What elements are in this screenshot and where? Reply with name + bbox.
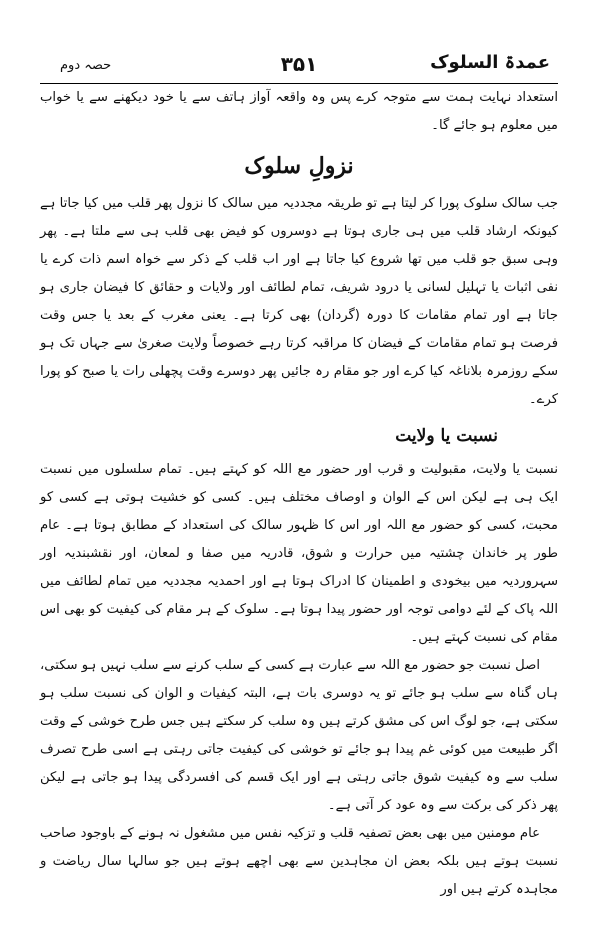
paragraph-nisbat: نسبت یا ولایت، مقبولیت و قرب اور حضور مع اللہ کو کہتے ہیں۔ تمام سلسلوں میں نسبت ایک ہی ہے لیکن اس کے الوان و اوصاف مختلف ہیں۔ کسی کو خشیت ہوتی ہے کسی کو محبت، کسی کو حضور مع اللہ اور اس کا ظہور سالک کی استعداد کے مطابق ہوتا ہے۔ عام طور پر خاندان چشتیہ میں حرارت و شوق، قادریہ میں صفا و لمعان، اور نقشبندیہ اور سہروردیہ میں بیخودی و اطمینان کا ادراک ہوتا ہے اور احمدیہ مجددیہ میں تمام لطائف میں اللہ پاک کے لئے دوامی توجہ اور حضور پیدا ہوتا ہے۔ سلوک کے ہر مقام کی کیفیت کو بھی اس مقام کی نسبت کہتے ہیں۔ — [40, 462, 558, 645]
paragraph-asl-nisbat: اصل نسبت جو حضور مع اللہ سے عبارت ہے کسی کے سلب کرنے سے سلب نہیں ہو سکتی، ہاں گناہ سے سلب ہو جائے تو یہ دوسری بات ہے، البتہ کیفیات و الوان کی نسبت سلب ہو سکتی ہے، جو لوگ اس کی مشق کرتے ہیں وہ سلب کر سکتے ہیں جس طرح خوشی کے وقت اگر طبیعت میں کوئی غم پیدا ہو جائے تو خوشی کی کیفیت جاتی رہتی ہے اسی طرح تصرف سلب سے وہ کیفیت شوق جاتی رہتی ہے اور ایک قسم کی افسردگی پیدا ہو جاتی ہے لیکن پھر ذکر کی برکت سے وہ عود کر آتی ہے۔ — [40, 658, 558, 813]
book-title: عمدۃ السلوک — [430, 52, 550, 73]
section-heading-nuzool: نزولِ سلوک — [244, 153, 354, 179]
page-number: ۳۵۱ — [280, 52, 318, 76]
page-header — [40, 40, 558, 84]
header-divider — [40, 83, 558, 84]
intro-paragraph: استعداد نہایت ہمت سے متوجہ کرے پس وہ واقعہ آواز ہاتف سے یا خود دیکھنے سے یا خواب میں معلوم ہو جائے گا۔ — [40, 90, 558, 133]
paragraph-nuzool: جب سالک سلوک پورا کر لیتا ہے تو طریقہ مجددیہ میں سالک کا نزول پھر قلب میں کیا جاتا ہے کیونکہ ارشاد قلب میں ہی جاری ہوتا ہے دوسروں کو فیض بھی قلب ہی سے ملتا ہے۔ پھر وہی سبق جو قلب میں تھا شروع کیا جاتا ہے اور اب قلب کے ذکر سے خواہ اسم ذات کرے یا نفی اثبات یا تہلیل لسانی یا درود شریف، تمام لطائف اور ولایات و حقائق کا فیضان جاری ہو جاتا ہے اور تمام مقامات کا دورہ (گردان) بھی کرتا ہے۔ یعنی مغرب کے بعد یا جس وقت فرصت ہو تمام مقامات کے فیضان کا مراقبہ کرتا رہے خصوصاً ولایت صغریٰ سے جہاں تک ہو سکے روزمرہ بلاناغہ کیا کرے اور جو مقام رہ جائیں پھر دوسرے وقت پچھلی رات یا صبح کو پورا کرے۔ — [40, 196, 558, 407]
part-label: حصہ دوم — [60, 58, 112, 73]
page-body — [40, 84, 558, 904]
section-heading-nisbat: نسبت یا ولایت — [395, 426, 498, 446]
paragraph-aam-momineen: عام مومنین میں بھی بعض تصفیہ قلب و تزکیہ نفس میں مشغول نہ ہونے کے باوجود صاحب نسبت ہوتے ہیں بلکہ بعض ان مجاہدین سے بھی اچھے ہوتے ہیں جو سالہا سال ریاضت و مجاہدہ کرتے ہیں اور — [40, 826, 558, 897]
